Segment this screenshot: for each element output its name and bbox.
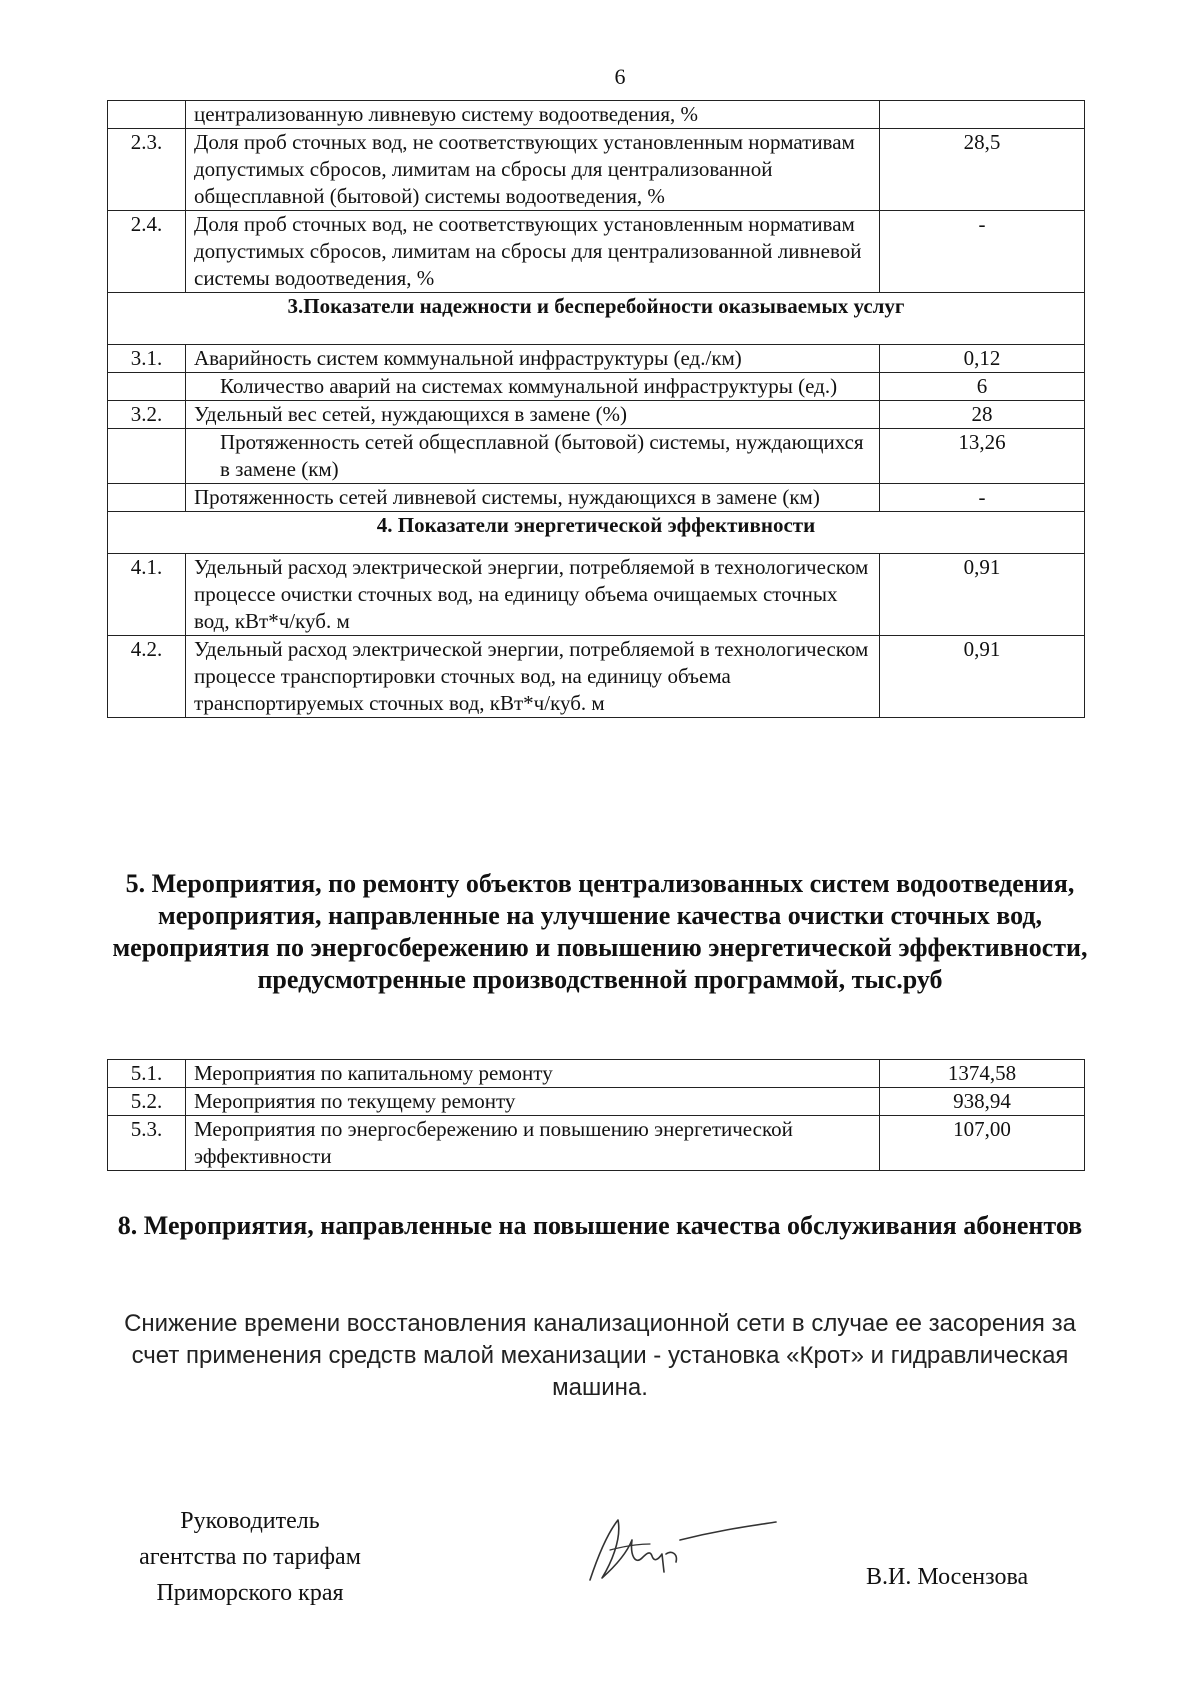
row-description: Количество аварий на системах коммунальной инфраструктуры (ед.) [186,373,880,401]
row-value: 0,91 [880,554,1085,636]
row-number [108,484,186,512]
row-number [108,429,186,484]
section8-heading: 8. Мероприятия, направленные на повышение качества обслуживания абонентов [117,1211,1083,1240]
row-description: Мероприятия по капитальному ремонту [186,1060,880,1088]
row-value [880,101,1085,129]
measures-table [107,1059,1085,1171]
row-description: централизованную ливневую систему водоотведения, % [186,101,880,129]
table-row [108,484,1085,512]
table-row [108,429,1085,484]
row-number: 3.2. [108,401,186,429]
signatory-title-line: Приморского края [156,1580,344,1606]
section-heading: 4. Показатели энергетической эффективности [108,512,1085,554]
row-number: 2.3. [108,129,186,211]
row-number: 4.1. [108,554,186,636]
table-row [108,129,1085,211]
section8-text: Снижение времени восстановления канализационной сети в случае ее засорения за счет применения средств малой механизации - установка «Крот» и гидравлическая машина. [124,1310,1076,1401]
table-row [108,554,1085,636]
row-description: Протяженность сетей ливневой системы, нуждающихся в замене (км) [186,484,880,512]
row-value: 0,91 [880,636,1085,718]
row-number: 4.2. [108,636,186,718]
table-row [108,345,1085,373]
handwritten-signature [580,1510,780,1590]
row-value: 13,26 [880,429,1085,484]
row-description: Доля проб сточных вод, не соответствующих установленным нормативам допустимых сбросов, лимитам на сбросы для централизованной общесплавной (бытовой) системы водоотведения, % [186,129,880,211]
row-number: 2.4. [108,211,186,293]
row-value: 938,94 [880,1088,1085,1116]
row-description: Протяженность сетей общесплавной (бытовой) системы, нуждающихся в замене (км) [186,429,880,484]
row-number [108,101,186,129]
row-value: - [880,211,1085,293]
row-value: 1374,58 [880,1060,1085,1088]
indicators-table [107,100,1085,718]
row-value: 28,5 [880,129,1085,211]
row-value: - [880,484,1085,512]
row-value: 28 [880,401,1085,429]
row-description: Удельный вес сетей, нуждающихся в замене (%) [186,401,880,429]
signatory-title-line: Руководитель [180,1508,320,1534]
table-row [108,101,1085,129]
signatory-title-line: агентства по тарифам [139,1544,361,1570]
row-value: 0,12 [880,345,1085,373]
row-description: Аварийность систем коммунальной инфраструктуры (ед./км) [186,345,880,373]
table-row [108,636,1085,718]
signatory-name: В.И. Мосензова [866,1564,1029,1590]
table-row [108,1116,1085,1171]
row-description: Удельный расход электрической энергии, потребляемой в технологическом процессе транспортировки сточных вод, на единицу объема транспортируемых сточных вод, кВт*ч/куб. м [186,636,880,718]
section-row [108,512,1085,554]
row-value: 107,00 [880,1116,1085,1171]
row-value: 6 [880,373,1085,401]
row-number: 5.1. [108,1060,186,1088]
table-row [108,373,1085,401]
table-row [108,1060,1085,1088]
row-description: Мероприятия по текущему ремонту [186,1088,880,1116]
signatory-title [100,1503,400,1611]
row-description: Мероприятия по энергосбережению и повышению энергетической эффективности [186,1116,880,1171]
row-description: Доля проб сточных вод, не соответствующих установленным нормативам допустимых сбросов, лимитам на сбросы для централизованной ливневой системы водоотведения, % [186,211,880,293]
table-row [108,211,1085,293]
row-number: 5.2. [108,1088,186,1116]
section-row [108,293,1085,345]
row-description: Удельный расход электрической энергии, потребляемой в технологическом процессе очистки сточных вод, на единицу объема очищаемых сточных вод, кВт*ч/куб. м [186,554,880,636]
page-number: 6 [614,64,626,89]
row-number: 3.1. [108,345,186,373]
row-number [108,373,186,401]
section-heading: 3.Показатели надежности и бесперебойности оказываемых услуг [108,293,1085,345]
table-row [108,401,1085,429]
section5-heading: 5. Мероприятия, по ремонту объектов централизованных систем водоотведения, мероприятия, направленные на улучшение качества очистки сточных вод, мероприятия по энергосбережению и повышению энергетической эффективности, предусмотренные производственной программой, тыс.руб [112,869,1088,994]
row-number: 5.3. [108,1116,186,1171]
table-row [108,1088,1085,1116]
